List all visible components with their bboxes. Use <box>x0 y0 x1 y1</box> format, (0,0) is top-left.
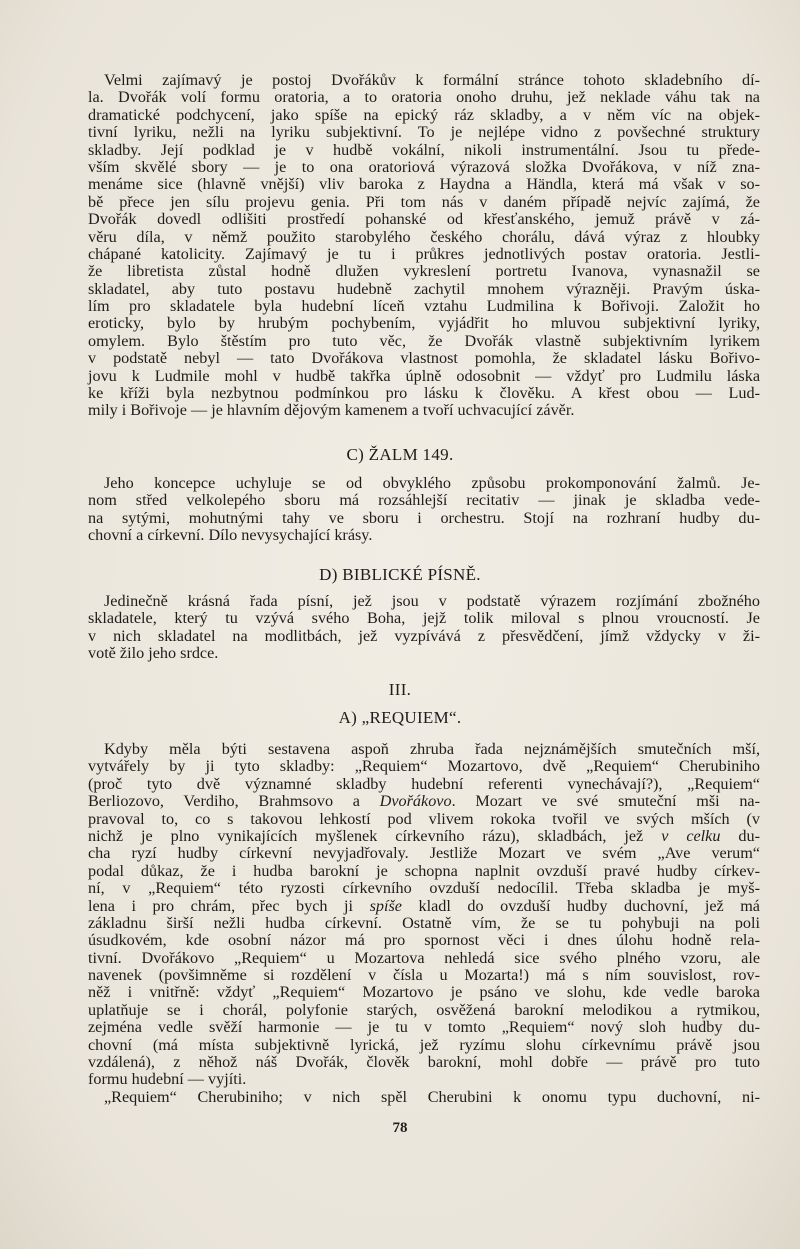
italic-text: Dvořákovo <box>379 792 452 811</box>
text-line: „Requiem“ Cherubiniho; v nich spěl Cherubini k onomu typu duchovní, ni- <box>104 1088 760 1106</box>
text-line: úsudkovém, kde osobní názor má pro spornost věci i dnes úlohu hodně rela- <box>88 931 760 950</box>
text-line: mily i Bořivoje — je hlavním dějovým kamenem a tvoří uchvacující závěr. <box>88 401 575 420</box>
paragraph-dvorak-form <box>88 72 760 420</box>
text-line: vytvářely by ji tyto skladby: „Requiem“ Mozartovo, dvě „Requiem“ Cherubiniho <box>88 757 760 776</box>
text-segment: . Mozart ve své smuteční mši na- <box>451 792 760 811</box>
text-line: dramatické podchycení, jako spíše na epický ráz skladby, a v něm víc na objek- <box>88 105 760 124</box>
text-line: lím pro skladatele byla hudební líceň vztahu Ludmilina k Bořivoji. Založit ho <box>88 297 760 316</box>
text-line: chovní (má místa subjektivně lyrická, jež ryzímu slohu církevnímu právě jsou <box>88 1035 760 1054</box>
text-segment: Berliozovo, Verdiho, Brahmsovo a <box>88 792 380 811</box>
text-line: Velmi zajímavý je postoj Dvořákův k formální stránce tohoto skladebního dí- <box>104 71 760 89</box>
text-line: Jeho koncepce uchyluje se od obvyklého způsobu prokomponování žalmů. Je- <box>104 474 760 492</box>
text-line: pravoval to, co s takovou lehkostí pod vlivem rokoka tvořil ve svých mších (v <box>88 809 760 828</box>
text-line: na sytými, mohutnými tahy ve sboru i orchestru. Stojí na rozhraní hudby du- <box>88 508 760 527</box>
text-line: Kdyby měla býti sestavena aspoň zhruba řada nejznámějších smutečních mší, <box>104 740 760 758</box>
text-line: chovní a církevní. Dílo nevysychající krásy. <box>88 526 373 545</box>
text-line: (proč tyto dvě významné skladby hudební referenti vynechávají?), „Requiem“ <box>88 774 760 793</box>
section-number: III. <box>388 680 412 699</box>
text-line: skladatel, aby tuto postavu hudebně zachytil mnohem výrazněji. Pravým úska- <box>88 279 760 298</box>
text-line: vzdálená), z něhož náš Dvořák, člověk barokní, mohl dobře — právě pro tuto <box>88 1053 760 1072</box>
text-line: la. Dvořák volí formu oratoria, a to oratoria onoho druhu, jež neklade váhu tak na <box>88 88 760 107</box>
text-line: Jedinečně krásná řada písní, jež jsou v podstatě výrazem rozjímání zbožného <box>104 592 760 610</box>
text-line: něž i vnitřně: vždyť „Requiem“ Mozartovo je psáno ve slohu, kde vedle baroka <box>88 983 760 1002</box>
text-line: menáme sice (hlavně vnější) vliv baroka z Haydna a Händla, která má však v so- <box>88 175 760 194</box>
paragraph-requiem <box>88 741 760 1089</box>
paragraph-zalm <box>88 475 760 545</box>
text-line: ke kříži byla nezbytnou podmínkou pro lásku k člověku. A křest obou — Lud- <box>88 384 760 403</box>
heading-biblicke-pisne: D) BIBLICKÉ PÍSNĚ. <box>319 565 481 584</box>
text-line: chápané katolicity. Zajímavý je tu i průkres jednotlivých postav oratoria. Jestli- <box>88 244 760 263</box>
text-line <box>88 828 760 845</box>
heading-zalm-149: C) ŽALM 149. <box>346 445 454 464</box>
text-line: ní, v „Requiem“ této ryzosti církevního ovzduší nedocílil. Třeba skladba je myš- <box>88 879 760 898</box>
heading-requiem: A) „REQUIEM“. <box>338 708 462 727</box>
text-line: eroticky, bylo by hrubým pochybením, vyjádřit ho mluvou subjektivní lyriky, <box>88 314 760 333</box>
text-line: navenek (povšimněme si rozdělení v čísla u Mozarta!) má s ním souvislost, rov- <box>88 966 760 985</box>
text-segment: lena i pro chrám, přec bych ji <box>88 896 370 915</box>
text-line: skladby. Její podklad je v hudbě vokální, nikoli instrumentální. Jsou tu přede- <box>88 140 760 159</box>
text-segment: nichž je plno vynikajících myšlenek církevního rázu), skladbách, jež <box>88 826 662 845</box>
text-line: zejména vedle svěží harmonie — je tu v tomto „Requiem“ nový sloh hudby du- <box>88 1018 760 1037</box>
text-line <box>88 793 760 810</box>
text-line: cha ryzí hudby církevní nevyjadřovaly. Jestliže Mozart ve svém „Ave verum“ <box>88 844 760 863</box>
text-line: nom střed velkolepého sboru má rozsáhlejší recitativ — jinak je skladba vede- <box>88 491 760 510</box>
text-line: uplatňuje se i chorál, polyfonie starých, osvěžená barokní melodikou a rytmikou, <box>88 1000 760 1019</box>
paragraph-cherubini <box>88 1089 760 1106</box>
text-line: v podstatě nebyl — tato Dvořákova vlastnost pomohla, že skladatel lásku Bořivo- <box>88 349 760 368</box>
text-line: skladatele, který tu vzývá svého Boha, jejž tolik miloval s plnou vroucností. Je <box>88 609 760 628</box>
text-line: omylem. Bylo štěstím pro tuto věc, že Dvořák vlastně subjektivním lyrikem <box>88 331 760 350</box>
text-line: tivní lyriku, nežli na lyriku subjektivní. To je nejlépe vidno z povšechné struktury <box>88 123 760 142</box>
text-line: bě přece jen sílu projevu genia. Při tom nás v daném případě nejvíc zajímá, že <box>88 192 760 211</box>
text-line: jovu k Ludmile mohl v hudbě takřka úplně odosobnit — vždyť pro Ludmilu láska <box>88 366 760 385</box>
text-line: vším skvělé sbory — je to ona oratoriová výrazová složka Dvořákova, v níž zna- <box>88 157 760 176</box>
text-line: formu hudební — vyjíti. <box>88 1070 247 1089</box>
text-line <box>88 898 760 915</box>
text-segment: kladl do ovzduší hudby duchovní, jež má <box>401 896 760 915</box>
text-line: základnu širší nežli hudba církevní. Ostatně vím, že se tu pohybuji na poli <box>88 913 760 932</box>
text-line: podal důkaz, že i hudba barokní je schopna naplnit ovzduší pravé hudby církev- <box>88 861 760 880</box>
text-line: tivní. Dvořákovo „Requiem“ u Mozartova nehledá sice svého plného vzoru, ale <box>88 948 760 967</box>
italic-text: v celku <box>661 826 721 845</box>
italic-text: spíše <box>369 896 402 915</box>
text-line: votě žilo jeho srdce. <box>88 644 219 663</box>
text-segment: du- <box>720 826 760 845</box>
page-number: 78 <box>392 1120 408 1136</box>
paragraph-biblicke-pisne <box>88 593 760 663</box>
text-line: věru díla, v němž použito starobylého českého chorálu, dává výraz z hloubky <box>88 227 760 246</box>
text-line: že libretista zůstal hodně dlužen vykreslení portretu Ivanova, vynasnažil se <box>88 262 760 281</box>
text-line: v nich skladatel na modlitbách, jež vyzpívává z přesvědčení, jímž vždycky v ži- <box>88 626 760 645</box>
text-line: Dvořák dovedl odlišiti prostředí pohanské od křesťanského, jemuž právě v zá- <box>88 210 760 229</box>
